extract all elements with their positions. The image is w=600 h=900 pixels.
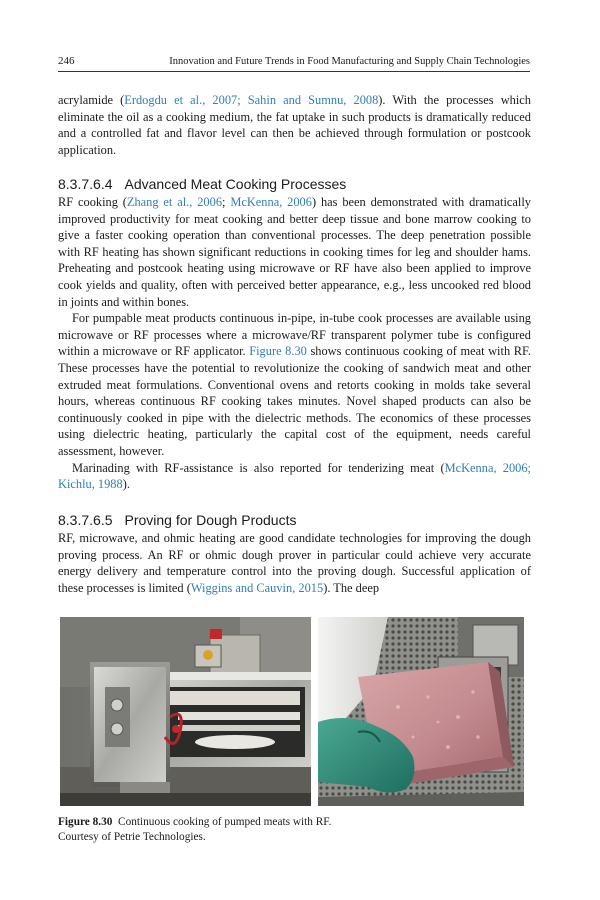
citation-link[interactable]: Erdogdu et al., 2007; Sahin and Sumnu, 2008 — [124, 93, 379, 107]
figure-reference-link[interactable]: Figure 8.30 — [249, 344, 307, 359]
paragraph-acrylamide: acrylamide (Erdogdu et al., 2007; Sahin and Sumnu, 2008). With the processes which eliminate the oil as a cooking medium, the fat uptake in such products is dramatically reduced and a controlled fat and flavor level can then be achieved through formulation or postcook application. — [58, 93, 531, 157]
figure-photo-meat-block — [318, 617, 524, 806]
figure-credit: Courtesy of Petrie Technologies. — [58, 831, 206, 843]
section-heading-dough-proving — [58, 512, 296, 528]
meat-block-image — [318, 617, 524, 806]
paragraph: RF, microwave, and ohmic heating are good candidate technologies for improving the dough proving process. An RF or ohmic dough prover in particular could achieve very accurate energy delivery and temperature control into the proving dough. Successful application of these processes is limited (Wiggins and Cauvin, 2015). The deep — [58, 531, 531, 595]
figure-caption-text: Continuous cooking of pumped meats with RF. — [118, 816, 332, 828]
section-number: 8.3.7.6.4 — [58, 176, 113, 192]
paragraph: RF cooking (Zhang et al., 2006; McKenna, 2006) has been demonstrated with dramatically improved productivity for meat cooking and better deep tissue and bone marrow cooking to give a faster cooking operation than conventional processes. The deep penetration possible with RF heating has shown significant reductions in cooking times for leg and shoulder hams. Preheating and postcook heating using microwave or RF have also been applied to improve cook yields and quality, often with perceived better appearance, e.g., less uncooked red blood in joints and within bones. — [58, 195, 531, 309]
section-heading-meat-cooking — [58, 176, 346, 192]
paragraph: Marinading with RF-assistance is also reported for tenderizing meat (McKenna, 2006; Kichlu, 1988). — [58, 460, 531, 492]
citation-link[interactable]: Wiggins and Cauvin, 2015 — [190, 580, 324, 595]
section-body-dough-proving — [58, 530, 531, 596]
running-title: Innovation and Future Trends in Food Manufacturing and Supply Chain Technologies — [169, 56, 530, 67]
figure-photo-rf-equipment — [60, 617, 311, 806]
figure-label: Figure 8.30 — [58, 816, 113, 828]
citation-link[interactable]: Zhang et al., 2006 — [126, 195, 223, 209]
paragraph: For pumpable meat products continuous in-pipe, in-tube cook processes are available using microwave or RF processes where a microwave/RF transparent polymer tube is configured within a microwave or RF applicator. Figure 8.30 shows continuous cooking of meat with RF. These processes have the potential to revolutionize the cooking of sandwich meat and other extruded meat formulations. Conventional ovens and retorts cooking in molds take several hours, whereas continuous RF cooking takes minutes. Novel shaped products can also be continuously cooked in pipe with the dielectric methods. The economics of these processes using dielectric heating, particularly the capital cost of the equipment, needs careful assessment, however. — [58, 311, 531, 458]
citation-link[interactable]: McKenna, 2006; Kichlu, 1988 — [58, 460, 531, 492]
citation-link[interactable]: McKenna, 2006 — [230, 195, 312, 209]
section-number: 8.3.7.6.5 — [58, 512, 113, 528]
page-number: 246 — [58, 55, 75, 67]
figure-caption — [58, 815, 531, 845]
running-header — [58, 55, 530, 72]
section-title: Proving for Dough Products — [124, 512, 297, 528]
section-body-meat-cooking — [58, 194, 531, 493]
rf-equipment-image — [60, 617, 311, 806]
section-title: Advanced Meat Cooking Processes — [124, 176, 347, 192]
